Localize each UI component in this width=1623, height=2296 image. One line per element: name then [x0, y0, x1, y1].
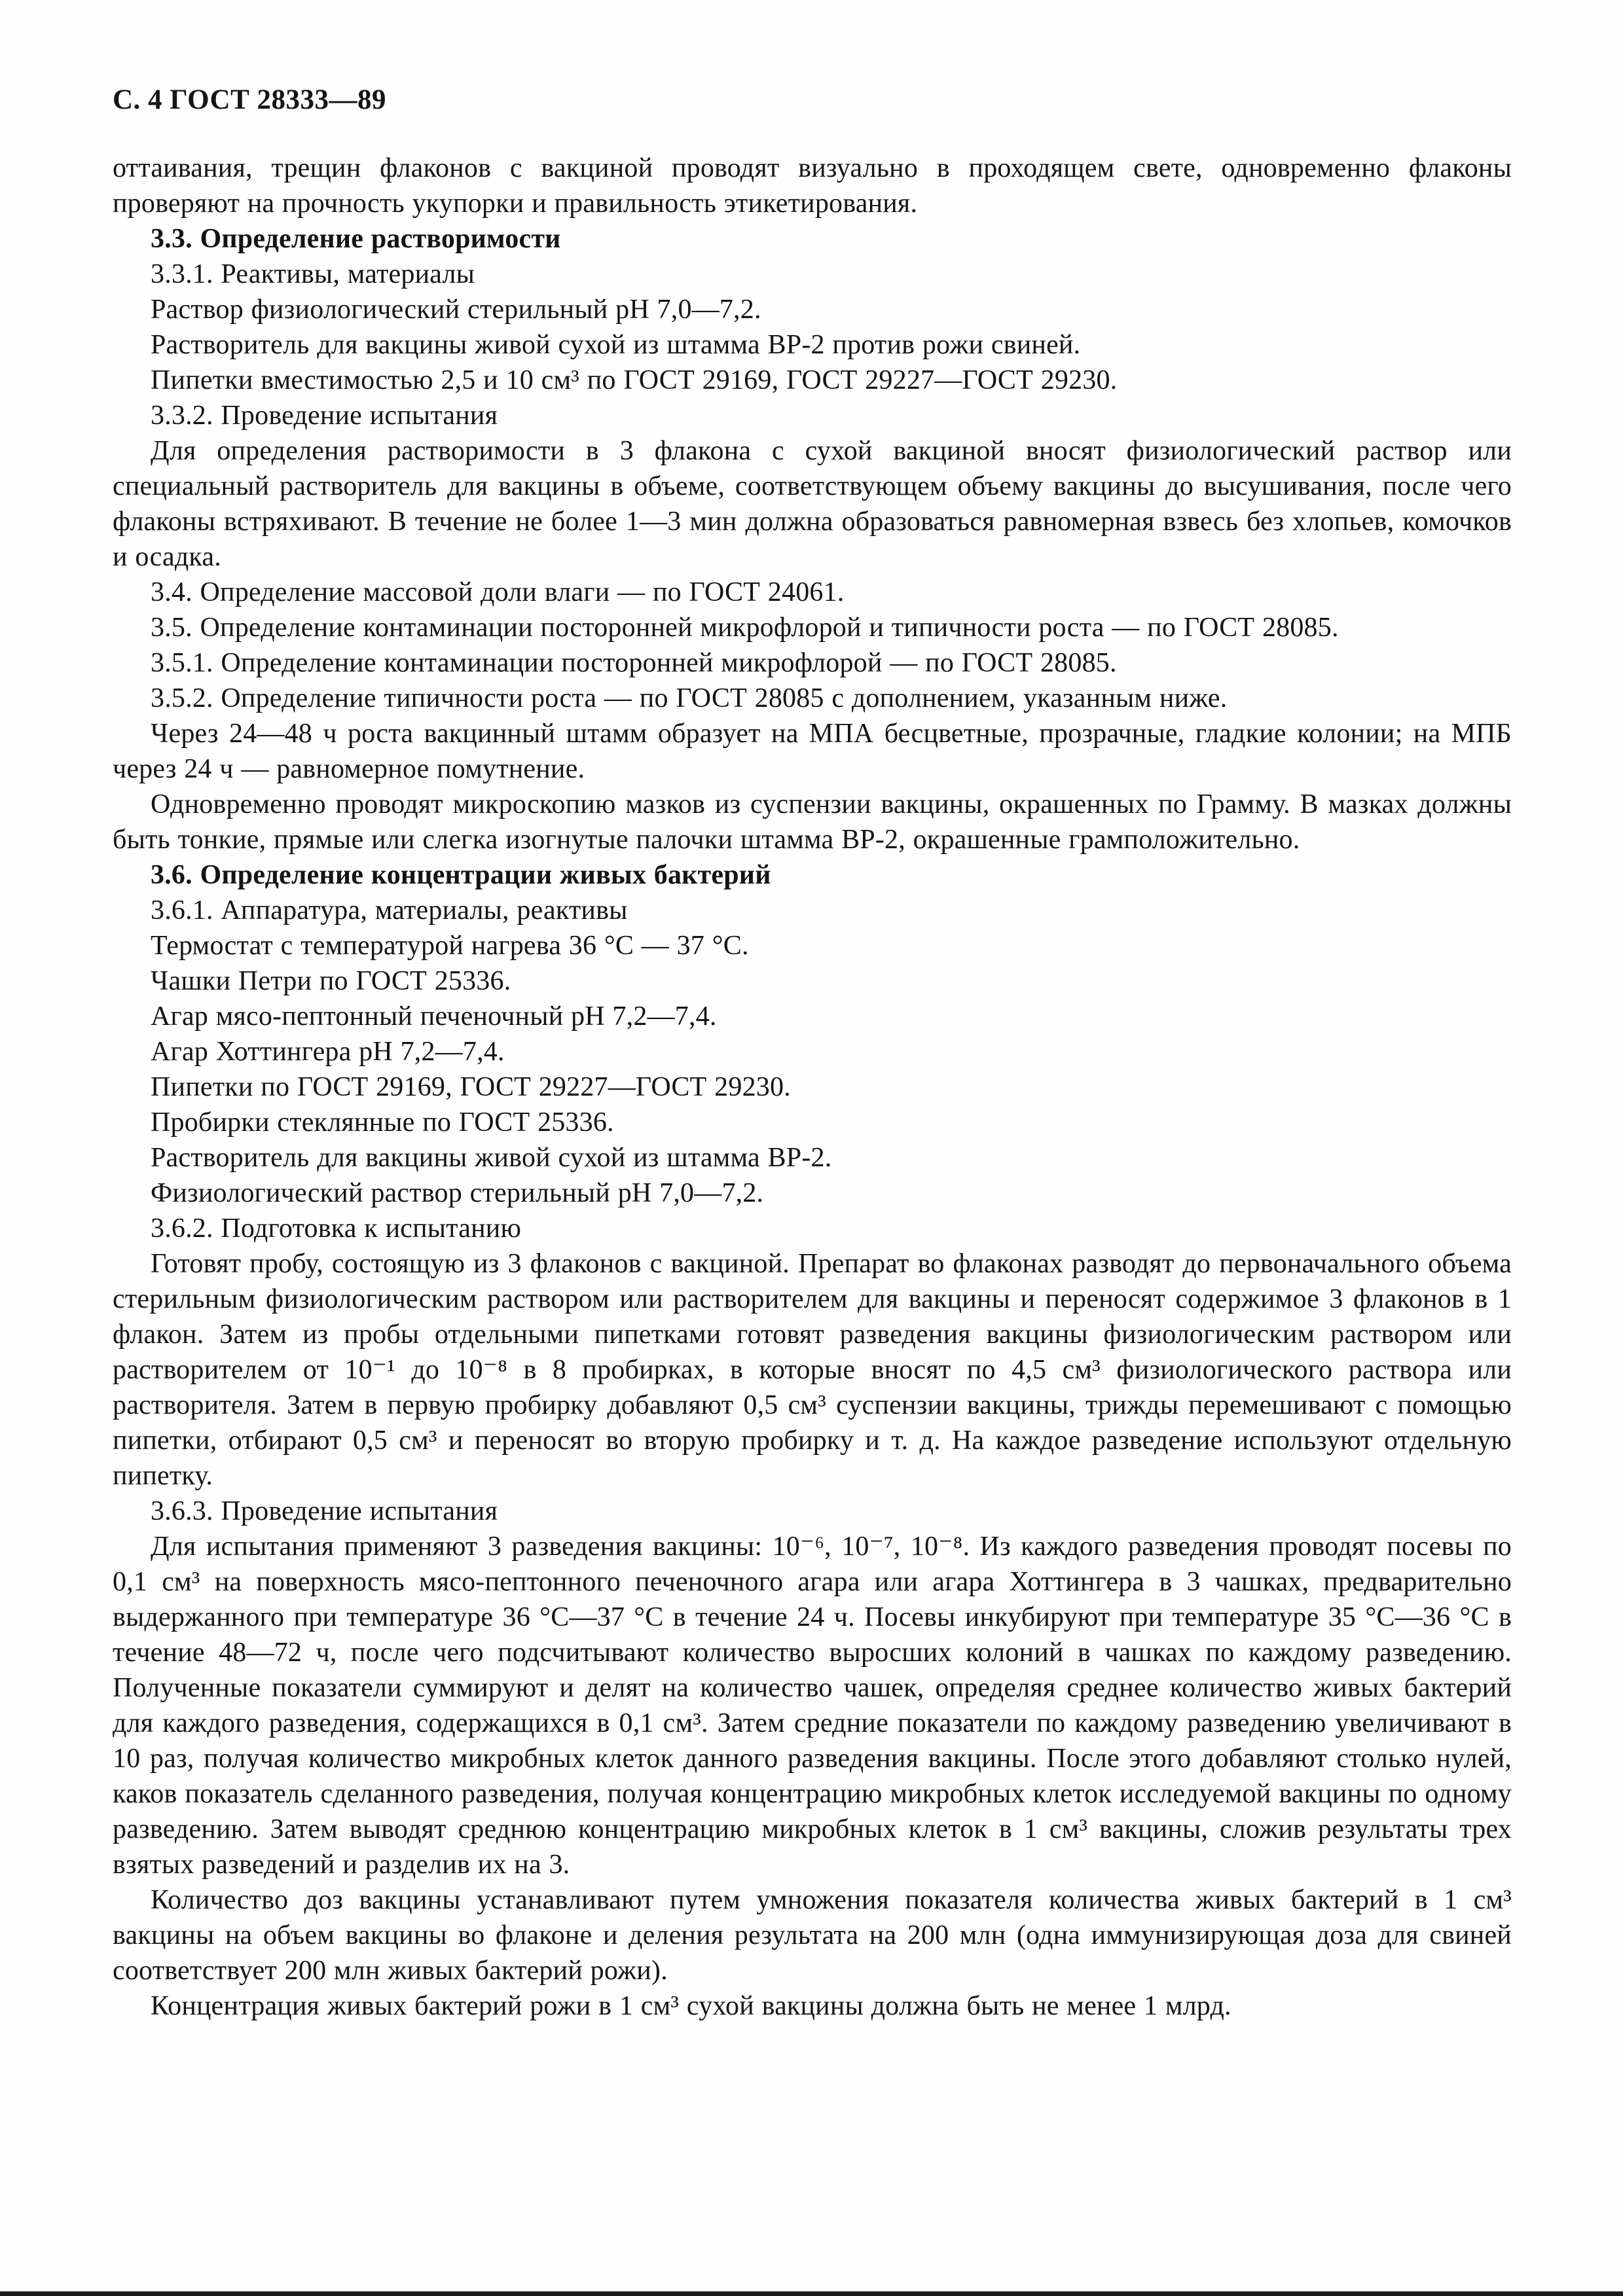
body-paragraph: Пипетки по ГОСТ 29169, ГОСТ 29227—ГОСТ 29230. — [151, 1072, 791, 1102]
clause-3-3-1: 3.3.1. Реактивы, материалы — [151, 259, 475, 289]
clause-3-6-3: 3.6.3. Проведение испытания — [151, 1496, 498, 1526]
document-body — [113, 151, 1512, 2024]
body-paragraph: Термостат с температурой нагрева 36 °С — 37 °С. — [151, 931, 749, 961]
clause-3-3-2: 3.3.2. Проведение испытания — [151, 401, 498, 431]
body-paragraph: Готовят пробу, состоящую из 3 флаконов с вакциной. Препарат во флаконах разводят до первоначального объема стерильным физиологическим раствором или растворителем для вакцины и переносят содержимое 3 флаконов в 1 флакон. Затем из пробы отдельными пипетками готовят разведения вакцины физиологическим раствором или растворителем от 10⁻¹ до 10⁻⁸ в 8 пробирках, в которые вносят по 4,5 см³ физиологического раствора или растворителя. Затем в первую пробирку добавляют 0,5 см³ суспензии вакцины, трижды перемешивают с помощью пипетки, отбирают 0,5 см³ и переносят во вторую пробирку и т. д. На каждое разведение используют отдельную пипетку. — [113, 1249, 1512, 1491]
clause-3-6-1: 3.6.1. Аппаратура, материалы, реактивы — [151, 895, 628, 925]
body-paragraph: Физиологический раствор стерильный рН 7,0—7,2. — [151, 1178, 764, 1208]
scan-edge-artifact — [0, 2291, 1623, 2296]
body-paragraph: Концентрация живых бактерий рожи в 1 см³ сухой вакцины должна быть не менее 1 млрд. — [151, 1991, 1231, 2021]
clause-3-6-2: 3.6.2. Подготовка к испытанию — [151, 1213, 522, 1244]
body-paragraph: Пипетки вместимостью 2,5 и 10 см³ по ГОСТ 29169, ГОСТ 29227—ГОСТ 29230. — [151, 365, 1118, 395]
body-paragraph: Агар мясо-пептонный печеночный рН 7,2—7,4. — [151, 1001, 717, 1031]
page-header: С. 4 ГОСТ 28333—89 — [113, 84, 387, 115]
body-paragraph: Растворитель для вакцины живой сухой из штамма ВР-2 против рожи свиней. — [151, 330, 1081, 360]
body-paragraph: Агар Хоттингера рН 7,2—7,4. — [151, 1037, 505, 1067]
clause-3-5: 3.5. Определение контаминации посторонней микрофлорой и типичности роста — по ГОСТ 28085. — [151, 613, 1339, 643]
body-paragraph: Для испытания применяют 3 разведения вакцины: 10⁻⁶, 10⁻⁷, 10⁻⁸. Из каждого разведения проводят посевы по 0,1 см³ на поверхность мясо-пептонного печеночного агара или агара Хоттингера в 3 чашках, предварительно выдержанного при температуре 36 °С—37 °С в течение 24 ч. Посевы инкубируют при температуре 35 °С—36 °С в течение 48—72 ч, после чего подсчитывают количество выросших колоний в чашках по каждому разведению. Полученные показатели суммируют и делят на количество чашек, определяя среднее количество живых бактерий для каждого разведения, содержащихся в 0,1 см³. Затем средние показатели по каждому разведению увеличивают в 10 раз, получая количество микробных клеток данного разведения вакцины. После этого добавляют столько нулей, каков показатель сделанного разведения, получая концентрацию микробных клеток исследуемой вакцины по одному разведению. Затем выводят среднюю концентрацию микробных клеток в 1 см³ вакцины, сложив результаты трех взятых разведений и разделив их на 3. — [113, 1532, 1512, 1880]
body-paragraph: Количество доз вакцины устанавливают путем умножения показателя количества живых бактерий в 1 см³ вакцины на объем вакцины во флаконе и деления результата на 200 млн (одна иммунизирующая доза для свиней соответствует 200 млн живых бактерий рожи). — [113, 1885, 1512, 1986]
body-paragraph: Одновременно проводят микроскопию мазков из суспензии вакцины, окрашенных по Грамму. В мазках должны быть тонкие, прямые или слегка изогнутые палочки штамма ВР-2, окрашенные грамположительно. — [113, 789, 1512, 855]
body-paragraph: Раствор физиологический стерильный рН 7,0—7,2. — [151, 295, 761, 325]
section-heading-3-6: 3.6. Определение концентрации живых бактерий — [151, 860, 771, 890]
body-paragraph: Для определения растворимости в 3 флакона с сухой вакциной вносят физиологический раствор или специальный растворитель для вакцины в объеме, соответствующем объему вакцины до высушивания, после чего флаконы встряхивают. В течение не более 1—3 мин должна образоваться равномерная взвесь без хлопьев, комочков и осадка. — [113, 436, 1512, 572]
body-paragraph: Растворитель для вакцины живой сухой из штамма ВР-2. — [151, 1143, 832, 1173]
body-paragraph: Чашки Петри по ГОСТ 25336. — [151, 966, 511, 996]
section-heading-3-3: 3.3. Определение растворимости — [151, 224, 561, 254]
clause-3-5-2: 3.5.2. Определение типичности роста — по ГОСТ 28085 с дополнением, указанным ниже. — [151, 683, 1228, 713]
clause-3-5-1: 3.5.1. Определение контаминации посторонней микрофлорой — по ГОСТ 28085. — [151, 648, 1117, 678]
clause-3-4: 3.4. Определение массовой доли влаги — по ГОСТ 24061. — [151, 577, 845, 607]
body-paragraph: Через 24—48 ч роста вакцинный штамм образует на МПА бесцветные, прозрачные, гладкие колонии; на МПБ через 24 ч — равномерное помутнение. — [113, 719, 1512, 784]
continuation-paragraph: оттаивания, трещин флаконов с вакциной проводят визуально в проходящем свете, одновременно флаконы проверяют на прочность укупорки и правильность этикетирования. — [113, 153, 1512, 219]
body-paragraph: Пробирки стеклянные по ГОСТ 25336. — [151, 1107, 614, 1138]
